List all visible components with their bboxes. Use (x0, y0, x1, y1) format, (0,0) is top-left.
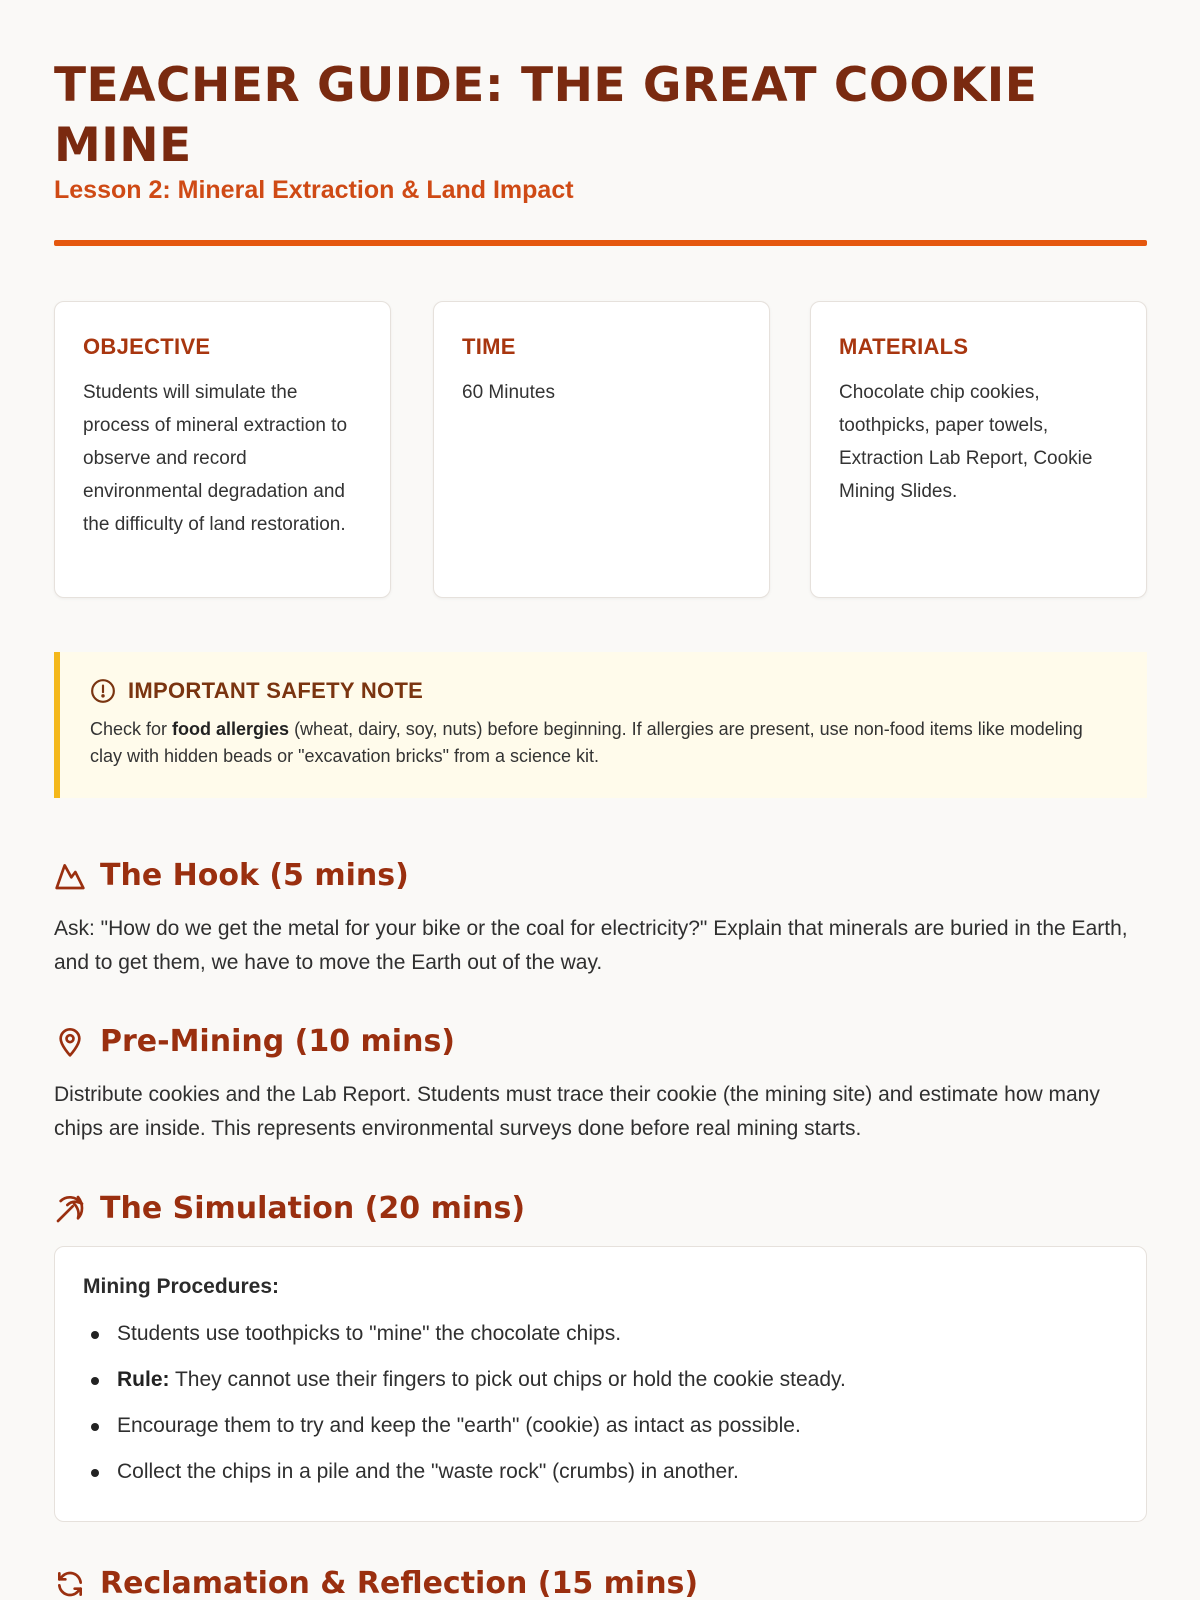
refresh-icon (54, 1568, 86, 1600)
reclamation-heading-row (54, 1566, 698, 1600)
simulation-heading-row (54, 1191, 525, 1226)
pickaxe-icon (54, 1193, 86, 1225)
premining-text: Distribute cookies and the Lab Report. Students must trace their cookie (the mining site) and estimate how many chips are inside. This represents environmental surveys done before real mining starts. (54, 1083, 1100, 1140)
mining-procedures-box (54, 1246, 1147, 1522)
list-item (83, 1311, 1118, 1357)
safety-text-after: (wheat, dairy, soy, nuts) before beginning. If allergies are present, use non-food items like modeling clay with hidden beads or "excavation bricks" from a science kit. (90, 719, 1083, 766)
reclamation-heading: Reclamation & Reflection (15 mins) (100, 1566, 699, 1600)
materials-text: Chocolate chip cookies, toothpicks, paper towels, Extraction Lab Report, Cookie Mining Slides. (839, 382, 1093, 502)
list-item-bold: Rule: (117, 1368, 170, 1391)
list-item (83, 1449, 1118, 1495)
hook-heading-row (54, 858, 409, 893)
simulation-heading: The Simulation (20 mins) (100, 1191, 526, 1226)
list-item-text: Collect the chips in a pile and the "waste rock" (crumbs) in another. (117, 1460, 739, 1483)
procedures-list (83, 1311, 1118, 1495)
page-title: TEACHER GUIDE: THE GREAT COOKIE MINE (54, 58, 1038, 173)
procedures-title: Mining Procedures: (83, 1275, 280, 1298)
list-item (83, 1357, 1118, 1403)
time-text: 60 Minutes (462, 382, 555, 403)
lesson-subtitle: Lesson 2: Mineral Extraction & Land Impact (54, 176, 574, 204)
hook-text: Ask: "How do we get the metal for your bike or the coal for electricity?" Explain that minerals are buried in the Earth, and to get them, we have to move the Earth out of the way. (54, 917, 1128, 974)
premining-heading: Pre-Mining (10 mins) (100, 1024, 456, 1059)
materials-heading: MATERIALS (839, 334, 969, 359)
time-card (433, 301, 770, 598)
safety-text-before: Check for (90, 719, 173, 739)
list-item-text: Encourage them to try and keep the "earth" (cookie) as intact as possible. (117, 1414, 801, 1437)
materials-card (810, 301, 1147, 598)
list-item-text: Students use toothpicks to "mine" the chocolate chips. (117, 1322, 622, 1345)
premining-heading-row (54, 1024, 455, 1059)
map-pin-icon (54, 1026, 86, 1058)
objective-heading: OBJECTIVE (83, 334, 211, 359)
mountain-icon (54, 860, 86, 892)
alert-circle-icon (90, 678, 116, 704)
safety-header (90, 678, 1117, 704)
objective-text: Students will simulate the process of mineral extraction to observe and record environmental degradation and the difficulty of land restoration. (83, 382, 348, 535)
safety-text-bold: food allergies (172, 719, 290, 739)
safety-note (54, 652, 1147, 798)
objective-card (54, 301, 391, 598)
safety-heading: IMPORTANT SAFETY NOTE (128, 678, 424, 703)
hook-heading: The Hook (5 mins) (100, 858, 409, 893)
list-item-text: They cannot use their fingers to pick out chips or hold the cookie steady. (169, 1368, 846, 1391)
list-item (83, 1403, 1118, 1449)
safety-text (90, 716, 1117, 770)
time-heading: TIME (462, 334, 516, 359)
header-divider (54, 240, 1147, 246)
